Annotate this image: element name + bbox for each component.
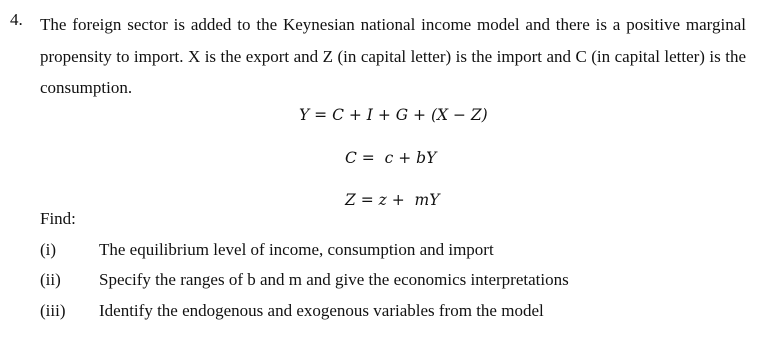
find-item-text: The equilibrium level of income, consumption and import <box>99 240 494 259</box>
equation-income: Y = C + I + G + (X − Z) <box>299 106 488 124</box>
find-item-number: (i) <box>40 240 57 259</box>
question-text: The foreign sector is added to the Keynesian national income model and there is a positive marginal propensity to import. X is the export and Z (in capital letter) is the import and C (in capital letter) is the consumption. <box>40 15 746 97</box>
equation-consumption: C = c + bY <box>345 149 437 167</box>
equation-import: Z = z + mY <box>345 191 440 209</box>
find-item-text: Specify the ranges of b and m and give the economics interpretations <box>99 270 569 289</box>
find-label: Find: <box>40 209 76 228</box>
find-item-text: Identify the endogenous and exogenous variables from the model <box>99 301 544 320</box>
question-number: 4. <box>10 10 23 29</box>
find-item-number: (iii) <box>40 301 66 320</box>
find-item-number: (ii) <box>40 270 61 289</box>
